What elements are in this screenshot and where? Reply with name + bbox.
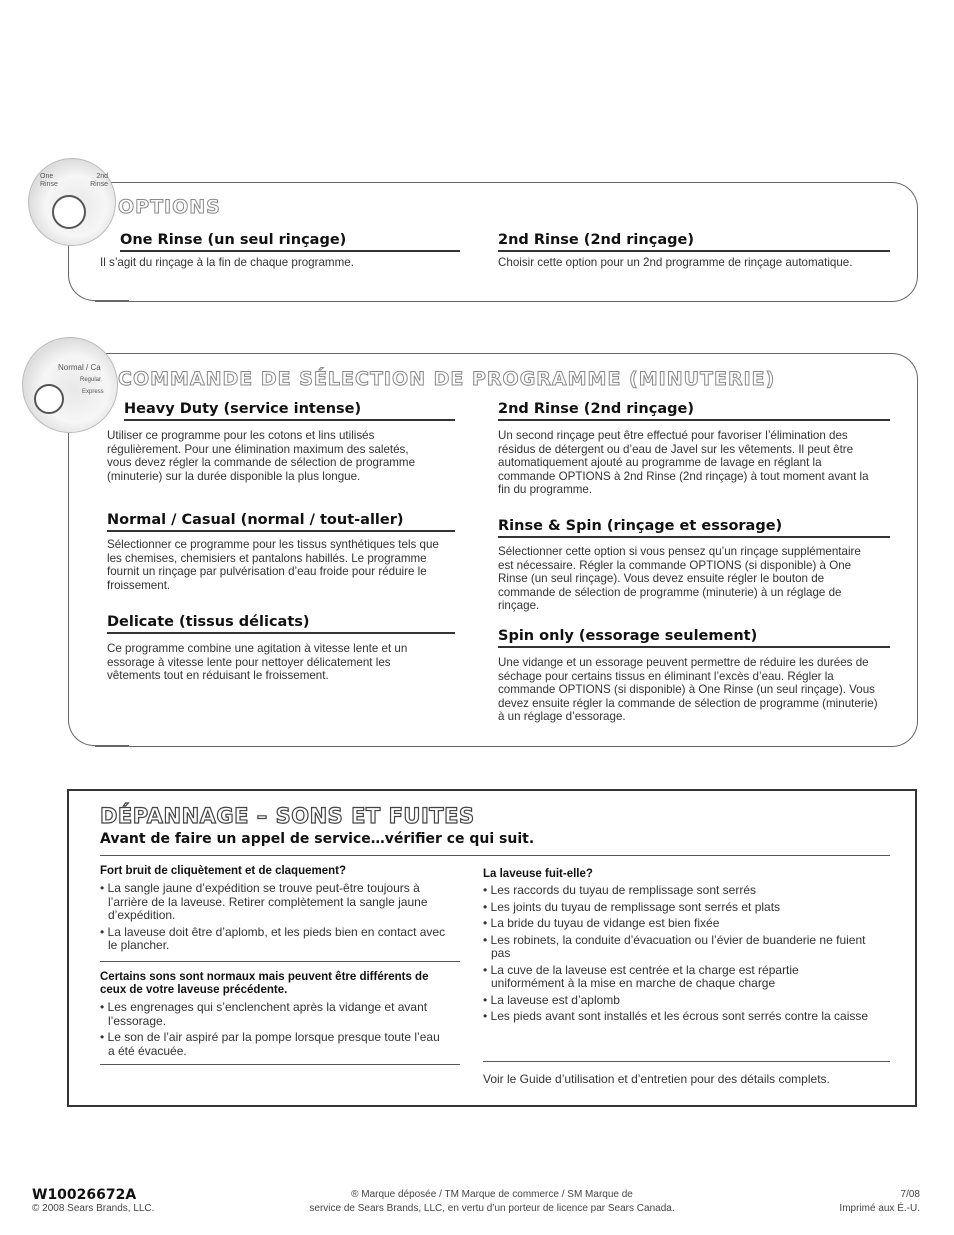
spin-only-title: Spin only (essorage seulement) [498,628,890,648]
cycle-dial-label-express: Express [82,389,104,395]
troubleshooting-subtitle-rule [100,855,890,856]
trademark-line-1: ® Marque déposée / TM Marque de commerce / SM Marque de [351,1189,633,1200]
rattle-rule [100,961,460,962]
troubleshooting-banner: DÉPANNAGE – SONS ET FUITES [100,804,475,828]
heavy-duty-title: Heavy Duty (service intense) [124,401,455,421]
list-item: • La cuve de la laveuse est centrée et la charge est répartie uniformément à la mise en marche de chaque charge [483,962,799,990]
copyright: © 2008 Sears Brands, LLC. [32,1203,155,1214]
print-date: 7/08 [900,1189,920,1200]
delicate-title: Delicate (tissus délicats) [107,614,455,634]
cycle-knob-icon [34,384,64,414]
second-rinse-cycle-title: 2nd Rinse (2nd rinçage) [498,401,890,421]
guide-note: Voir le Guide d’utilisation et d’entretien pour des détails complets. [483,1072,830,1086]
list-item: • Les robinets, la conduite d’évacuation ou l’évier de buanderie ne fuient pas [483,932,866,960]
trademark-line-2: service de Sears Brands, LLC, en vertu d’un porteur de licence par Sears Canada. [309,1203,675,1214]
normal-sounds-question: Certains sons sont normaux mais peuvent être différents de ceux de votre laveuse précédente. [100,971,429,996]
list-item: • La bride du tuyau de vidange est bien fixée [483,916,720,930]
cycle-dial-icon [22,337,118,433]
options-dial-label-two: 2nd Rinse [90,173,108,188]
list-item: • Les pieds avant sont installés et les écrous sont serrés contre la caisse [483,1009,869,1023]
rattle-question: Fort bruit de cliquètement et de claquement? [100,865,347,877]
spin-only-body: Une vidange et un essorage peuvent permettre de réduire les durées de séchage pour certains tissus en éliminant l’excès d’eau. Régler la commande OPTIONS (si disponible) à One Rinse (un seul rinçage). Vous devez ensuite régler la commande de sélection de programme (minuterie) à un réglage d’essorage. [498,656,878,724]
second-rinse-cycle-body: Un second rinçage peut être effectué pour favoriser l’élimination des résidus de détergent ou d’eau de Javel sur les vêtements. Il peut être automatiquement ajouté au programme de lavage en réglant la commande OPTIONS à 2nd Rinse (2nd rinçage) à tout moment avant la fin du programme. [498,429,869,497]
troubleshooting-subtitle: Avant de faire un appel de service…vérifier ce qui suit. [100,831,535,847]
normal-casual-title: Normal / Casual (normal / tout-aller) [107,512,455,532]
rinse-spin-body: Sélectionner cette option si vous pensez qu’un rinçage supplémentaire est nécessaire. Régler la commande OPTIONS (si disponible) à One Rinse (un seul rinçage). Vous devez ensuite régler le bouton de commande de sélection de programme (minuterie) à un réglage de rinçage. [498,545,861,613]
part-number: W10026672A [32,1187,137,1203]
list-item: • Les raccords du tuyau de remplissage sont serrés [483,883,757,897]
list-item: • La sangle jaune d’expédition se trouve peut-être toujours à l’arrière de la laveuse. Retirer complètement la sangle jaune d’expédition. [100,881,428,922]
leak-question: La laveuse fuit-elle? [483,868,593,880]
rattle-list [100,882,455,956]
list-item: • Les engrenages qui s’enclenchent après la vidange et avant l’essorage. [100,1000,428,1028]
rinse-spin-title: Rinse & Spin (rinçage et essorage) [498,518,890,538]
list-item: • La laveuse est d’aplomb [483,992,620,1007]
options-dial-label-one: One Rinse [40,173,58,188]
leak-list [483,884,873,1027]
second-rinse-option-title: 2nd Rinse (2nd rinçage) [498,232,890,252]
heavy-duty-body: Utiliser ce programme pour les cotons et lins utilisés régulièrement. Pour une élimination maximum des saletés, vous devez régler la commande de sélection de programme (minuterie) sur la durée disponible la plus longue. [107,429,416,483]
second-rinse-option-body: Choisir cette option pour un 2nd programme de rinçage automatique. [498,256,853,269]
list-item: • Les joints du tuyau de remplissage sont serrés et plats [483,899,781,914]
options-banner: OPTIONS [118,196,221,218]
normal-casual-body: Sélectionner ce programme pour les tissus synthétiques tels que les chemises, chemisiers et pantalons habillés. Le programme fournit un rinçage par pulvérisation d’eau froide pour réduire le froissement. [107,538,439,592]
list-item: • Le son de l’air aspiré par la pompe lorsque presque toute l’eau a été évacuée. [100,1030,440,1058]
options-knob-icon [52,195,86,229]
normal-sounds-rule [100,1064,460,1065]
cycle-dial-label-regular: Regular [80,377,102,383]
one-rinse-title: One Rinse (un seul rinçage) [120,232,460,252]
leak-rule [483,1061,890,1062]
printed-in: Imprimé aux É.-U. [839,1203,920,1214]
list-item: • La laveuse doit être d’aplomb, et les pieds bien en contact avec le plancher. [100,924,446,952]
cycle-banner: COMMANDE DE SÉLECTION DE PROGRAMME (MINUTERIE) [118,368,776,390]
one-rinse-body: Il s’agit du rinçage à la fin de chaque programme. [100,256,354,269]
normal-sounds-list [100,1001,440,1061]
cycle-dial-label-top: Normal / Ca [58,363,101,372]
delicate-body: Ce programme combine une agitation à vitesse lente et un essorage à vitesse lente pour nettoyer délicatement les vêtements tout en réduisant le froissement. [107,642,408,683]
